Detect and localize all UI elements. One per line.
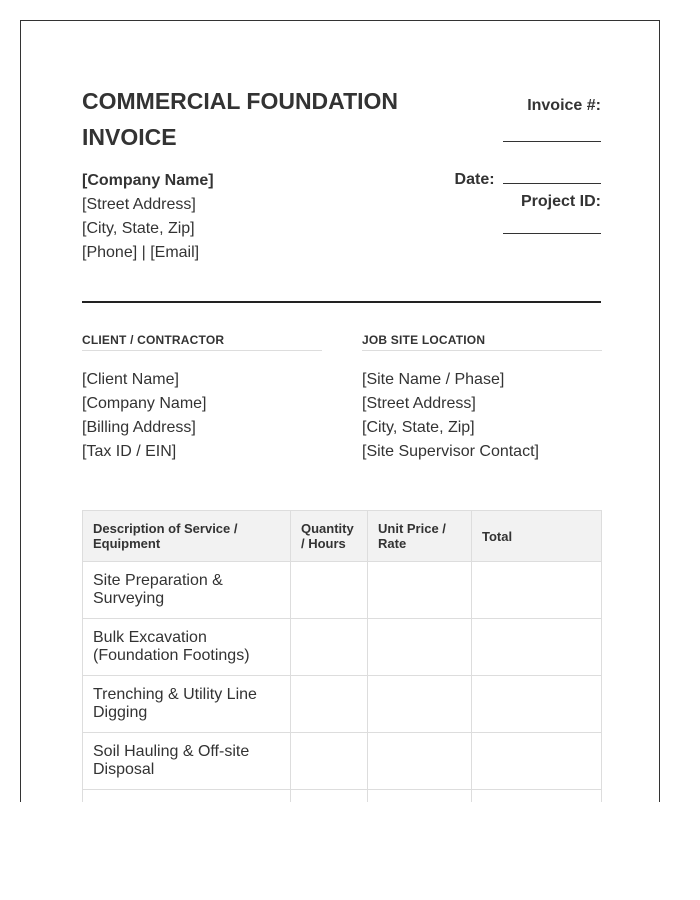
company-street: [Street Address] bbox=[82, 196, 196, 213]
table-row bbox=[83, 562, 602, 619]
jobsite-details bbox=[362, 368, 602, 464]
row-unit-price[interactable] bbox=[368, 790, 472, 803]
row-description: Trenching & Utility Line Digging bbox=[83, 676, 291, 733]
client-name: [Client Name] bbox=[82, 371, 179, 388]
row-unit-price[interactable] bbox=[368, 562, 472, 619]
jobsite-section bbox=[362, 333, 602, 464]
jobsite-heading: JOB SITE LOCATION bbox=[362, 333, 602, 351]
row-total[interactable] bbox=[472, 676, 602, 733]
table-row bbox=[83, 733, 602, 790]
invoice-number-line[interactable] bbox=[503, 123, 601, 142]
header-unit-price: Unit Price / Rate bbox=[368, 511, 472, 562]
project-id-label: Project ID: bbox=[520, 193, 601, 210]
row-quantity[interactable] bbox=[291, 619, 368, 676]
title-line-2: INVOICE bbox=[82, 124, 177, 150]
date-line[interactable] bbox=[503, 169, 601, 184]
table-row bbox=[83, 676, 602, 733]
jobsite-name: [Site Name / Phase] bbox=[362, 371, 505, 388]
row-quantity[interactable] bbox=[291, 676, 368, 733]
row-unit-price[interactable] bbox=[368, 733, 472, 790]
jobsite-supervisor: [Site Supervisor Contact] bbox=[362, 443, 539, 460]
header-quantity: Quantity / Hours bbox=[291, 511, 368, 562]
jobsite-city: [City, State, Zip] bbox=[362, 419, 475, 436]
client-details bbox=[82, 368, 322, 464]
client-section bbox=[82, 333, 322, 464]
row-total[interactable] bbox=[472, 619, 602, 676]
table-row bbox=[83, 619, 602, 676]
invoice-number-field[interactable] bbox=[503, 123, 601, 147]
table-row bbox=[83, 790, 602, 803]
project-id-field[interactable] bbox=[503, 215, 601, 239]
jobsite-street: [Street Address] bbox=[362, 395, 476, 412]
row-description: Soil Hauling & Off-site Disposal bbox=[83, 733, 291, 790]
company-contact: [Phone] | [Email] bbox=[82, 244, 200, 261]
row-description bbox=[83, 790, 291, 803]
company-city: [City, State, Zip] bbox=[82, 220, 195, 237]
row-description: Bulk Excavation (Foundation Footings) bbox=[83, 619, 291, 676]
header-divider bbox=[82, 301, 601, 303]
company-name: [Company Name] bbox=[82, 172, 214, 189]
row-quantity[interactable] bbox=[291, 733, 368, 790]
row-total[interactable] bbox=[472, 562, 602, 619]
company-info bbox=[82, 169, 214, 265]
line-items-table bbox=[82, 510, 602, 802]
project-id-row bbox=[521, 193, 601, 211]
project-id-line[interactable] bbox=[503, 215, 601, 234]
row-description: Site Preparation & Surveying bbox=[83, 562, 291, 619]
header-description: Description of Service / Equipment bbox=[83, 511, 291, 562]
row-total[interactable] bbox=[472, 790, 602, 803]
table-header-row bbox=[83, 511, 602, 562]
row-unit-price[interactable] bbox=[368, 619, 472, 676]
invoice-title bbox=[82, 83, 442, 155]
title-line-1: COMMERCIAL FOUNDATION bbox=[82, 88, 399, 114]
invoice-number-label: Invoice #: bbox=[527, 97, 601, 114]
client-tax-id: [Tax ID / EIN] bbox=[82, 443, 177, 460]
client-billing-address: [Billing Address] bbox=[82, 419, 196, 436]
date-label: Date: bbox=[454, 171, 495, 188]
client-company: [Company Name] bbox=[82, 395, 207, 412]
date-row bbox=[455, 169, 601, 189]
row-quantity[interactable] bbox=[291, 562, 368, 619]
client-heading: CLIENT / CONTRACTOR bbox=[82, 333, 322, 351]
row-unit-price[interactable] bbox=[368, 676, 472, 733]
row-quantity[interactable] bbox=[291, 790, 368, 803]
invoice-page bbox=[20, 20, 660, 802]
header-total: Total bbox=[472, 511, 602, 562]
invoice-number-row bbox=[527, 97, 601, 115]
row-total[interactable] bbox=[472, 733, 602, 790]
